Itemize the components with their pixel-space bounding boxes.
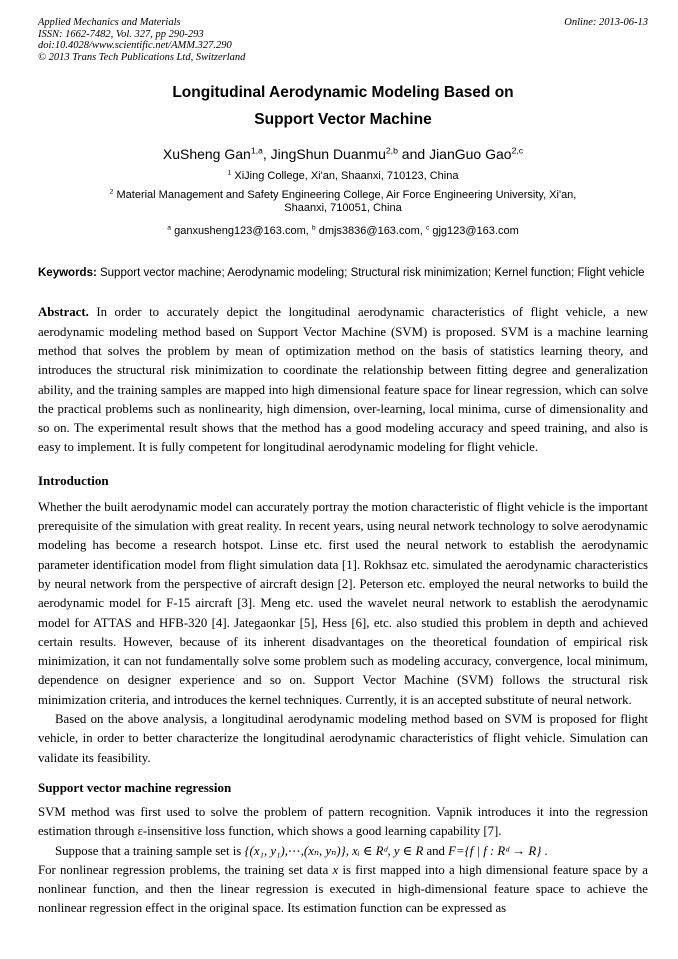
email-b: dmjs3836@163.com,	[315, 224, 426, 237]
affiliation-1-mark: 1	[227, 169, 232, 177]
keywords-label: Keywords:	[38, 266, 97, 279]
author-3: JianGuo Gao	[429, 146, 512, 163]
training-set-formula: {(x₁, y₁),⋯,(xₙ, yₙ)}	[244, 843, 346, 858]
function-set-formula: F={f | f : Rᵈ → R}	[448, 843, 542, 858]
introduction-paragraph-2: Based on the above analysis, a longitudinal aerodynamic modeling method based on SVM is proposed for flight vehicle, in order to better characterize the longitudinal aerodynamic characteristics of flight vehicle. Simulation can validate its feasibility.	[38, 712, 648, 765]
paper-title-line1: Longitudinal Aerodynamic Modeling Based on	[172, 84, 514, 102]
journal-doi: doi:10.4028/www.scientific.net/AMM.327.290	[38, 40, 232, 52]
journal-issn-volume: ISSN: 1662-7482, Vol. 327, pp 290-293	[38, 28, 204, 40]
svm-paragraph-1: SVM method was first used to solve the problem of pattern recognition. Vapnik introduces it into the regression estimation through ε-insensitive loss function, which shows a good learning capability [7].	[38, 804, 648, 839]
email-a-mark: a	[167, 224, 172, 232]
journal-header	[38, 17, 648, 63]
author-2: JingShun Duanmu	[270, 146, 386, 163]
author-separator-2: and	[397, 146, 430, 163]
author-separator-1: ,	[262, 146, 271, 163]
abstract-block	[38, 303, 648, 457]
svm-paragraph-3	[38, 861, 648, 919]
author-1: XuSheng Gan	[162, 146, 251, 163]
author-3-affmark: 2,c	[511, 145, 524, 156]
email-c-mark: c	[425, 224, 430, 232]
section-heading-svm-regression: Support vector machine regression	[38, 779, 232, 795]
author-1-affmark: 1,a	[250, 145, 263, 156]
introduction-paragraph-1: Whether the built aerodynamic model can accurately portray the motion characteristic of flight vehicle is the important prerequisite of the simulation with great reality. In recent years, using neural network technology to solve aerodynamic modeling has become a research hotspot. Linse etc. first used the neural network to establish the aerodynamic parameter identification model from flight simulation data [1]. Rokhsaz etc. simulated the aerodynamic characteristics by neural network from the perspective of aircraft design [2]. Peterson etc. employed the neural networks to build the aerodynamic model for F-15 aircraft [3]. Meng etc. used the wavelet neural network to establish the aerodynamic model for ATTAS and HFB-320 [4]. Jategaonkar [5], Hess [6], etc. also studied this problem in depth and achieved certain results. However, because of its inherent disadvantages on the theoretical foundation of empirical risk minimization, it can not fundamentally solve some problem such as modeling accuracy, convergence, local minimum, dependence on designer experience and so on. Support Vector Machine (SVM) follows the structural risk minimization criteria, and introduces the kernel techniques. Currently, it is an accepted substitute of neural network.	[38, 499, 648, 707]
journal-header-left	[38, 17, 245, 63]
keywords-text: Support vector machine; Aerodynamic modeling; Structural risk minimization; Kernel function; Flight vehicle	[96, 266, 645, 279]
email-b-mark: b	[311, 224, 316, 232]
email-a: ganxusheng123@163.com,	[171, 224, 312, 237]
y-domain-formula: y ∈ R	[393, 843, 424, 858]
suppose-text: Suppose that a training sample set is	[55, 843, 245, 858]
email-c: gjg123@163.com	[429, 224, 519, 237]
x-domain-formula: xᵢ ∈ Rᵈ	[352, 843, 388, 858]
suppose-sep-3: and	[423, 843, 449, 858]
online-date: Online: 2013-06-13	[564, 17, 648, 28]
paper-title	[38, 79, 648, 133]
journal-copyright: © 2013 Trans Tech Publications Ltd, Switzerland	[38, 51, 246, 63]
affiliation-2-text: Material Management and Safety Engineering College, Air Force Engineering University, Xi'an, Shaanxi, 710051, China	[113, 188, 577, 215]
suppose-period: .	[541, 843, 548, 858]
affiliation-2-mark: 2	[109, 188, 114, 196]
journal-name: Applied Mechanics and Materials	[38, 17, 181, 28]
author-line	[38, 144, 648, 164]
suppose-sep-1: ,	[345, 843, 353, 858]
abstract-text: In order to accurately depict the longitudinal aerodynamic characteristics of flight vehicle, a new aerodynamic modeling method based on Support Vector Machine (SVM) is proposed. SVM is a machine learning method that solves the problem by mean of optimization method on the basis of statistics learning theory, and introduces the structural risk minimization to coordinate the relationship between fitting degree and generalization ability, and the training samples are mapped into high dimensional feature space for linear regression, which can solve the practical problems such as nonlinearity, high dimension, over-learning, local minima, curse of dimensionality and so on. The experimental result shows that the method has a good modeling accuracy and speed training, and also is easy to implement. It is fully competent for longitudinal aerodynamic modeling for flight vehicle.	[38, 305, 648, 455]
abstract-label: Abstract.	[38, 305, 89, 320]
paper-title-line2: Support Vector Machine	[254, 111, 432, 129]
affiliation-1-text: XiJing College, Xi'an, Shaanxi, 710123, China	[231, 170, 459, 183]
affiliation-2	[109, 189, 577, 216]
author-emails	[38, 225, 648, 237]
x-variable: x	[332, 862, 339, 877]
author-2-affmark: 2,b	[385, 145, 398, 156]
affiliation-1	[38, 170, 648, 184]
suppose-sep-2: ,	[387, 843, 394, 858]
nonlinear-text-pre: For nonlinear regression problems, the training set data	[38, 862, 333, 877]
svm-paragraph-2	[38, 842, 648, 861]
section-heading-introduction: Introduction	[38, 472, 109, 488]
nonlinear-text-post: is first mapped into a high dimensional feature space by a nonlinear function, and then the linear regression is executed in high-dimensional feature space to achieve the nonlinear regression effect in the original space. Its estimation function can be expressed as	[38, 862, 648, 916]
keywords-block	[38, 266, 648, 282]
